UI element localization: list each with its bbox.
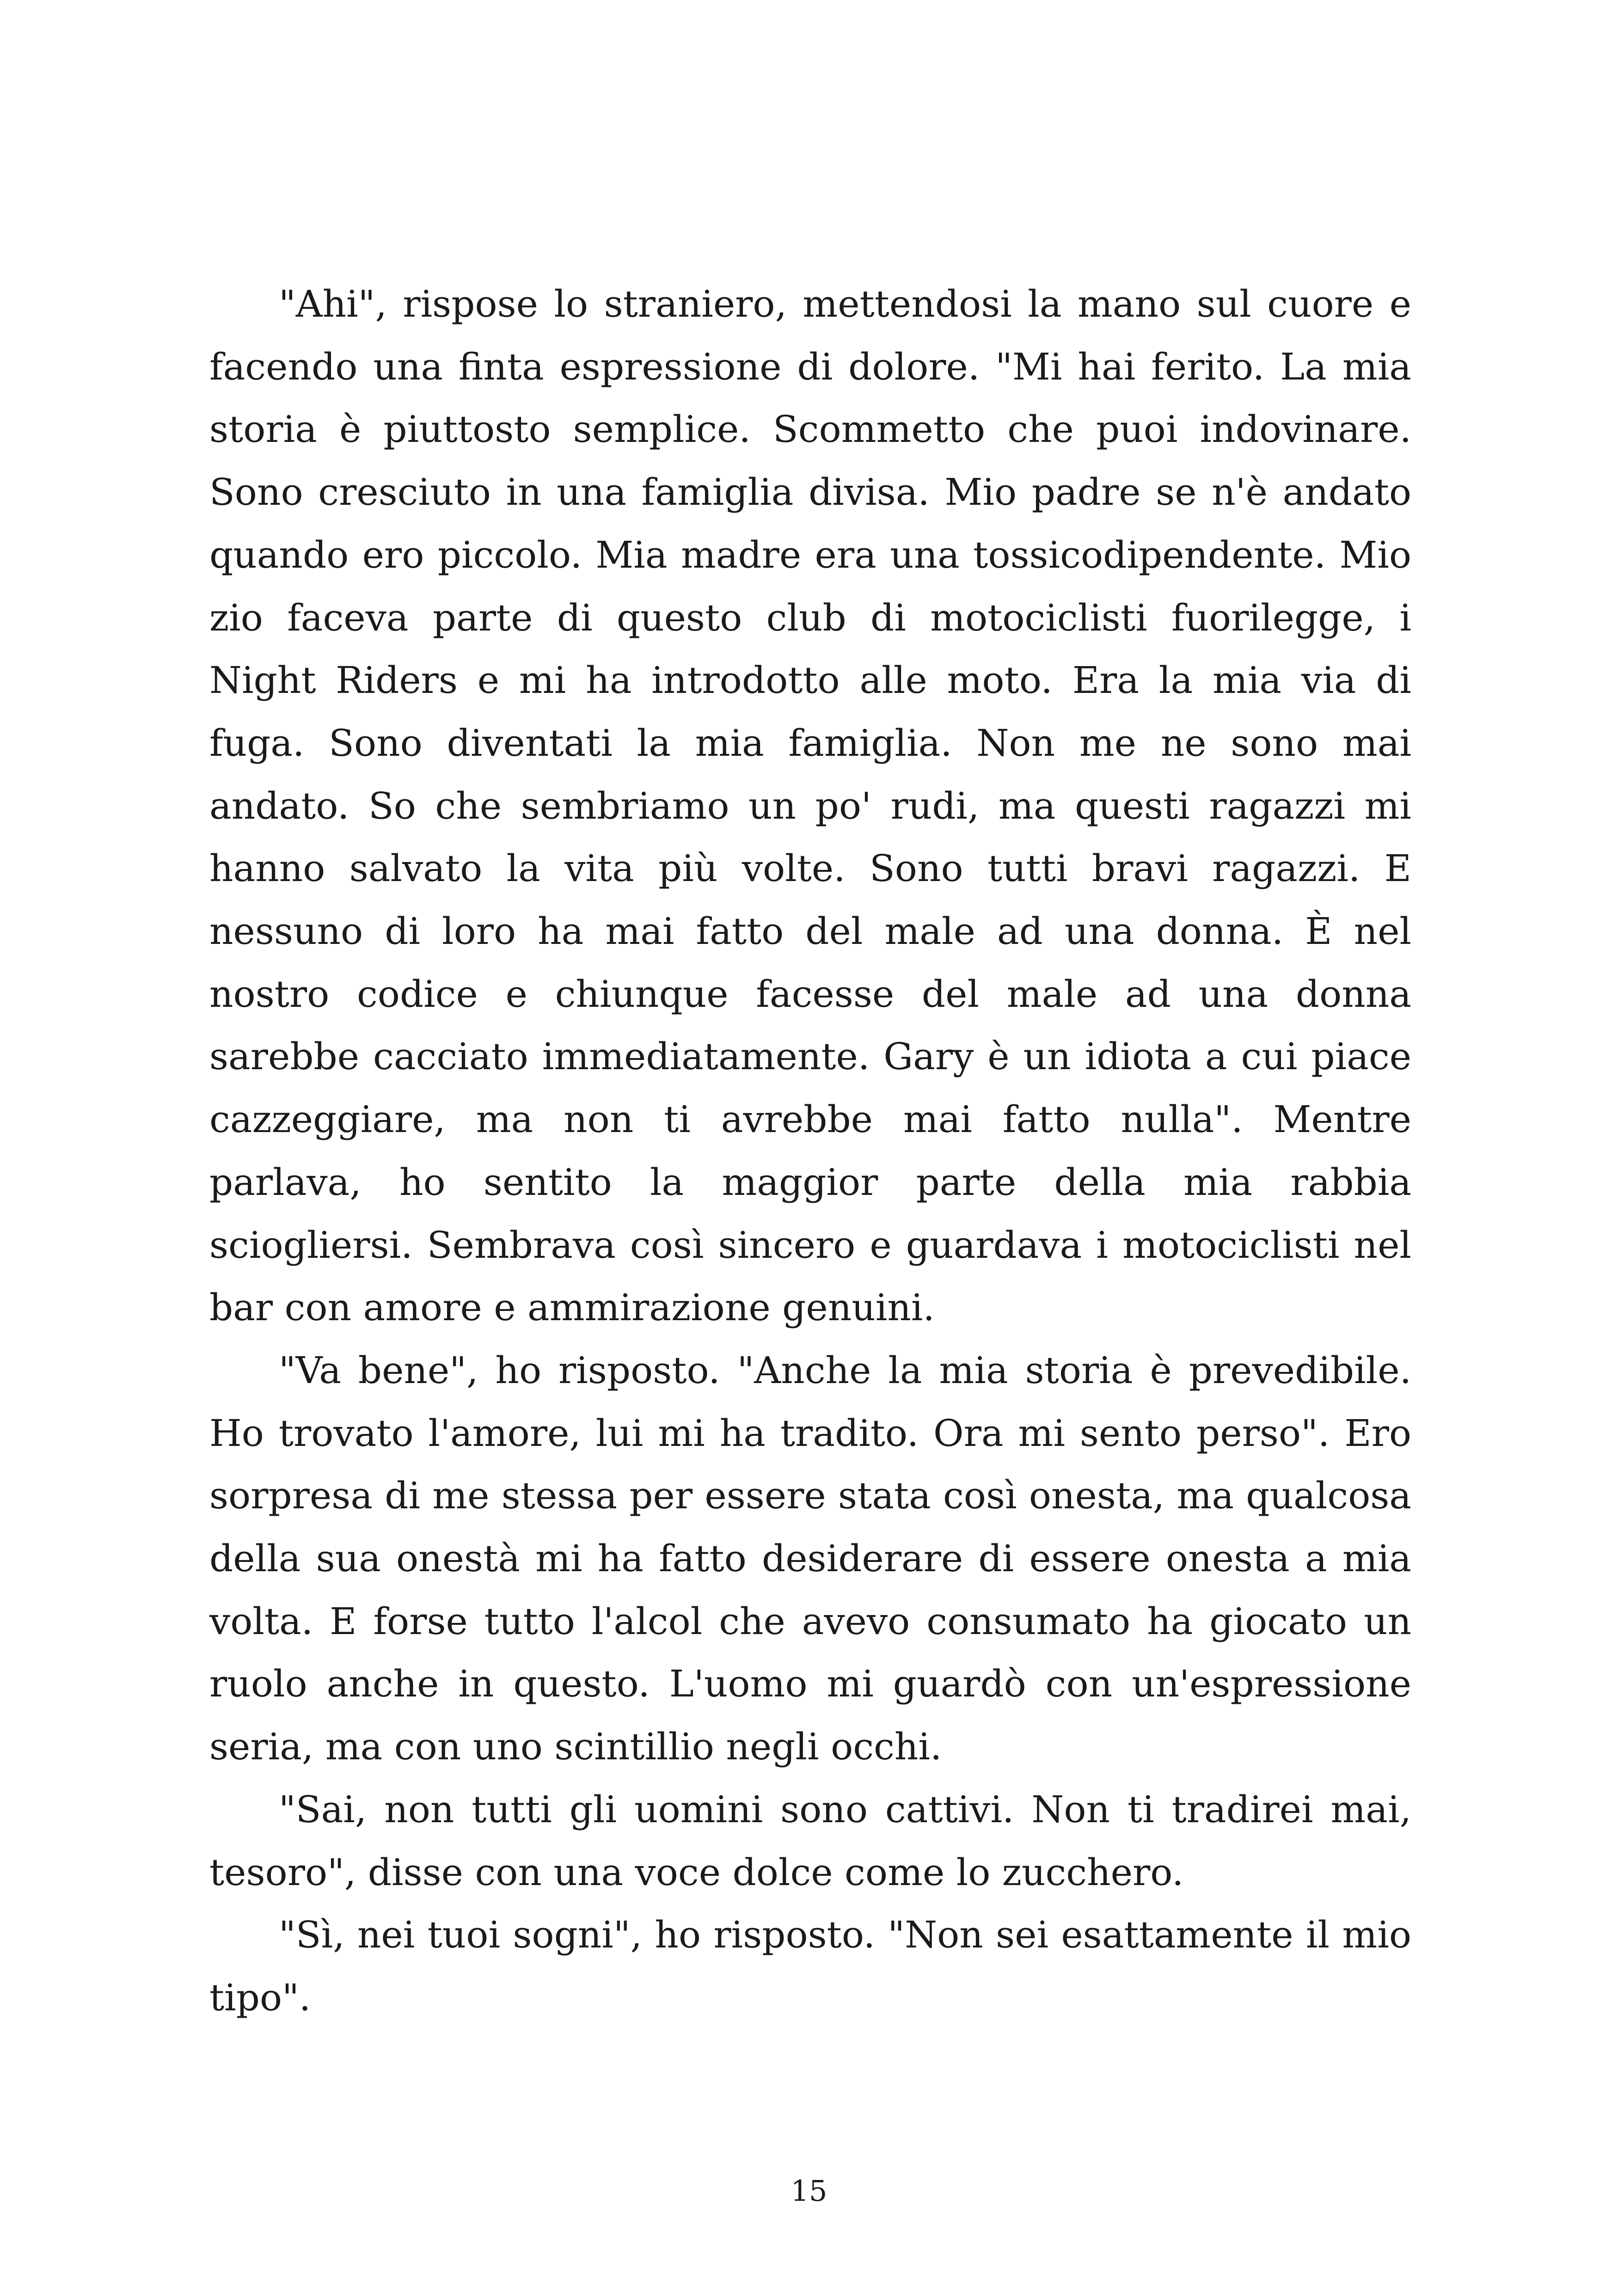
page-number: 15 (791, 2174, 827, 2208)
body-text (209, 273, 1411, 2029)
paragraph-2: "Va bene", ho risposto. "Anche la mia storia è prevedibile. Ho trovato l'amore, lui mi ha tradito. Ora mi sento perso". Ero sorpresa di me stessa per essere stata così onesta, ma qualcosa della sua onestà mi ha fatto desiderare di essere onesta a mia volta. E forse tutto l'alcol che avevo consumato ha giocato un ruolo anche in questo. L'uomo mi guardò con un'espressione seria, ma con uno scintillio negli occhi. (209, 1348, 1411, 1769)
paragraph-3: "Sai, non tutti gli uomini sono cattivi. Non ti tradirei mai, tesoro", disse con una voce dolce come lo zucchero. (209, 1788, 1411, 1894)
paragraph-4: "Sì, nei tuoi sogni", ho risposto. "Non sei esattamente il mio tipo". (209, 1913, 1411, 2019)
paragraph-1: "Ahi", rispose lo straniero, mettendosi la mano sul cuore e facendo una finta espressione di dolore. "Mi hai ferito. La mia storia è piuttosto semplice. Scommetto che puoi indovinare. Sono cresciuto in una famiglia divisa. Mio padre se n'è andato quando ero piccolo. Mia madre era una tossicodipendente. Mio zio faceva parte di questo club di motociclisti fuorilegge, i Night Riders e mi ha introdotto alle moto. Era la mia via di fuga. Sono diventati la mia famiglia. Non me ne sono mai andato. So che sembriamo un po' rudi, ma questi ragazzi mi hanno salvato la vita più volte. Sono tutti bravi ragazzi. E nessuno di loro ha mai fatto del male ad una donna. È nel nostro codice e chiunque facesse del male ad una donna sarebbe cacciato immediatamente. Gary è un idiota a cui piace cazzeggiare, ma non ti avrebbe mai fatto nulla". Mentre parlava, ho sentito la maggior parte della mia rabbia sciogliersi. Sembrava così sincero e guardava i motociclisti nel bar con amore e ammirazione genuini. (209, 282, 1411, 1329)
